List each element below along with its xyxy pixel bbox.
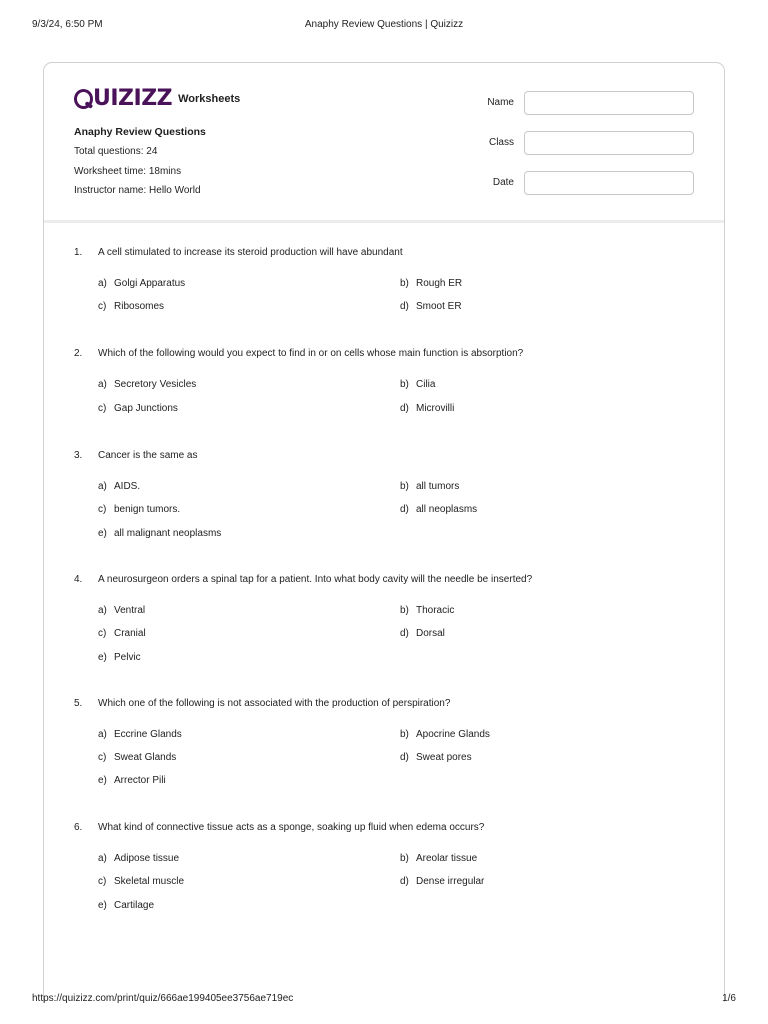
option-d: d) all neoplasms — [400, 504, 478, 515]
question-text: A cell stimulated to increase its steroid production will have abundant — [98, 247, 403, 258]
date-label: Date — [492, 177, 514, 188]
question-number: 2. — [74, 348, 83, 359]
print-footer — [32, 993, 736, 1007]
option-d: d) Dense irregular — [400, 876, 485, 887]
name-input[interactable] — [524, 91, 694, 115]
option-e: e) all malignant neoplasms — [98, 528, 222, 539]
worksheet-meta — [74, 127, 206, 196]
option-c: c) Cranial — [98, 628, 146, 639]
question-number: 6. — [74, 822, 83, 833]
question-text: What kind of connective tissue acts as a sponge, soaking up fluid when edema occurs? — [98, 822, 485, 833]
product-name: Worksheets — [178, 93, 241, 105]
worksheet-card — [43, 62, 725, 1002]
student-fields — [464, 91, 696, 211]
total-questions: Total questions: 24 — [74, 146, 158, 157]
question-number: 4. — [74, 574, 83, 585]
page-number: 1/6 — [722, 993, 736, 1004]
print-timestamp: 9/3/24, 6:50 PM — [32, 19, 103, 30]
logo-text: UIZIZZ — [93, 85, 173, 111]
option-a: a) Eccrine Glands — [98, 729, 182, 740]
question-text: Cancer is the same as — [98, 450, 198, 461]
option-a: a) Ventral — [98, 605, 146, 616]
quizizz-logo — [74, 85, 240, 113]
option-c: c) Skeletal muscle — [98, 876, 185, 887]
option-e: e) Cartilage — [98, 900, 155, 911]
print-title: Anaphy Review Questions | Quizizz — [304, 19, 464, 30]
option-d: d) Smoot ER — [400, 301, 462, 312]
option-b: b) all tumors — [400, 481, 460, 492]
print-header — [32, 19, 736, 33]
class-label: Class — [488, 137, 514, 148]
date-field — [464, 171, 696, 196]
class-field — [464, 131, 696, 156]
option-c: c) Ribosomes — [98, 301, 165, 312]
option-c: c) Sweat Glands — [98, 752, 177, 763]
print-url: https://quizizz.com/print/quiz/666ae199405ee3756ae719ec — [32, 993, 294, 1004]
question-number: 5. — [74, 698, 83, 709]
option-c: c) Gap Junctions — [98, 403, 178, 414]
option-d: d) Microvilli — [400, 403, 455, 414]
question-number: 3. — [74, 450, 83, 461]
option-d: d) Sweat pores — [400, 752, 472, 763]
option-b: b) Apocrine Glands — [400, 729, 490, 740]
option-a: a) Secretory Vesicles — [98, 379, 197, 390]
option-a: a) Adipose tissue — [98, 853, 180, 864]
option-a: a) Golgi Apparatus — [98, 278, 186, 289]
worksheet-title: Anaphy Review Questions — [74, 126, 206, 138]
option-e: e) Arrector Pili — [98, 775, 166, 786]
class-input[interactable] — [524, 131, 694, 155]
q-logo-icon — [74, 89, 92, 109]
option-b: b) Cilia — [400, 379, 436, 390]
date-input[interactable] — [524, 171, 694, 195]
question-text: Which one of the following is not associated with the production of perspiration? — [98, 698, 451, 709]
option-d: d) Dorsal — [400, 628, 445, 639]
name-label: Name — [487, 97, 514, 108]
instructor-name: Instructor name: Hello World — [74, 185, 201, 197]
worksheet-header — [44, 63, 724, 223]
option-c: c) benign tumors. — [98, 504, 181, 515]
option-e: e) Pelvic — [98, 652, 141, 663]
option-b: b) Areolar tissue — [400, 853, 478, 864]
question-text: A neurosurgeon orders a spinal tap for a patient. Into what body cavity will the needle be inserted? — [98, 574, 533, 585]
option-b: b) Rough ER — [400, 278, 463, 289]
question-number: 1. — [74, 247, 83, 258]
option-b: b) Thoracic — [400, 605, 455, 616]
name-field — [464, 91, 696, 116]
option-a: a) AIDS. — [98, 481, 141, 492]
question-text: Which of the following would you expect to find in or on cells whose main function is absorption? — [98, 348, 524, 359]
worksheet-time: Worksheet time: 18mins — [74, 165, 182, 177]
